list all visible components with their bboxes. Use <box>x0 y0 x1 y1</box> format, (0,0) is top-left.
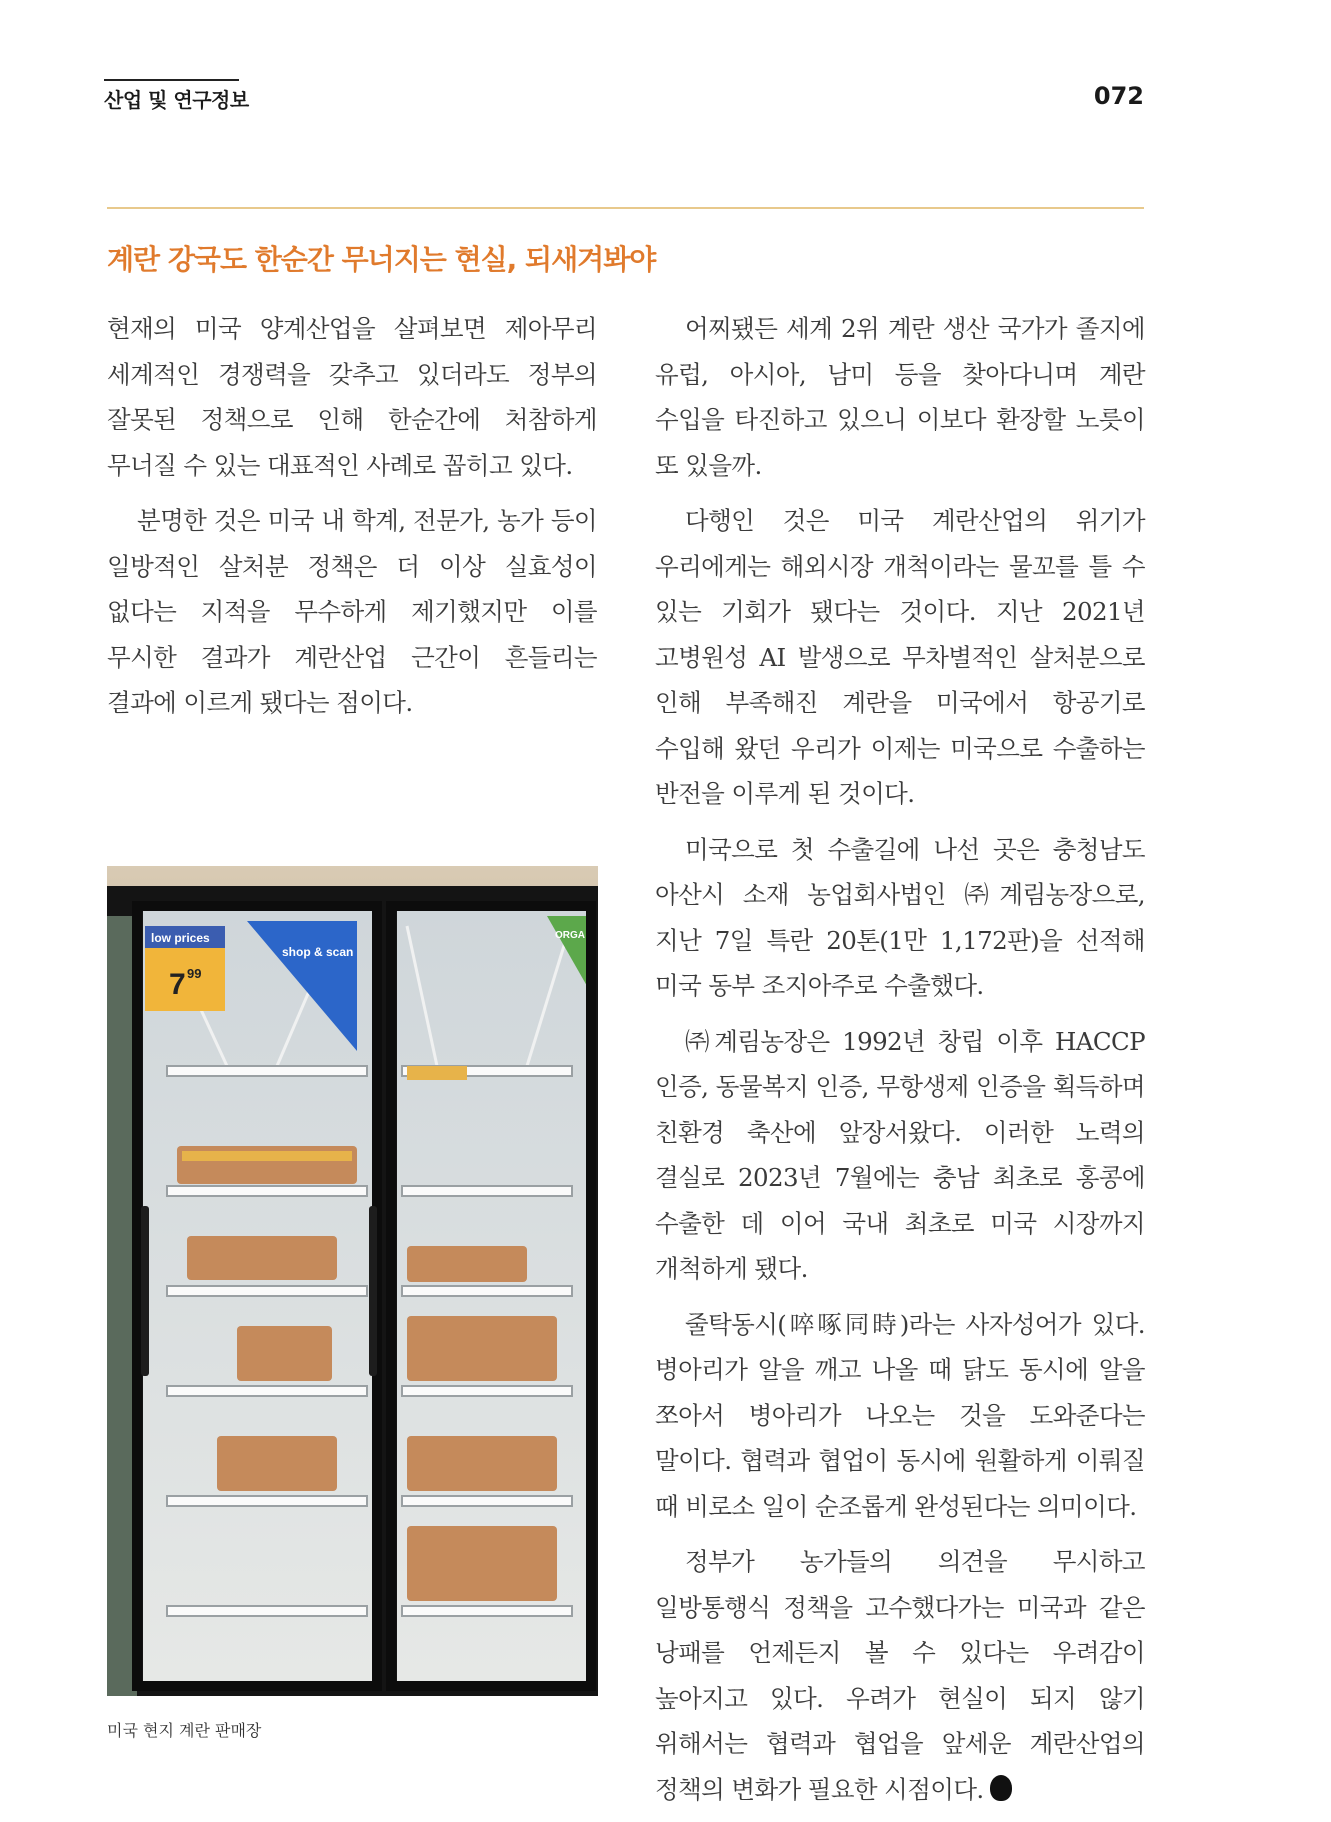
article-title: 계란 강국도 한순간 무너지는 현실, 되새겨봐야 <box>107 243 656 276</box>
paragraph-last <box>655 1539 1145 1812</box>
left-column <box>107 306 597 736</box>
sign-shop-scan: shop & scan <box>282 945 354 959</box>
header-rule <box>104 79 239 81</box>
store-egg-fridge-photo <box>107 866 598 1696</box>
sign-price-cents: 99 <box>187 966 202 981</box>
sign-price-main: 7 <box>169 968 186 1001</box>
sign-corner: ORGA <box>555 930 585 941</box>
paragraph: 다행인 것은 미국 계란산업의 위기가 우리에게는 해외시장 개척이라는 물꼬를 틀 수 있는 기회가 됐다는 것이다. 지난 2021년 고병원성 AI 발생으로 무차별적인 살처분으로 인해 부족해진 계란을 미국에서 항공기로 수입해 왔던 우리가 이제는 미국으로 수출하는 반전을 이루게 된 것이다. <box>655 506 1145 808</box>
paragraph: 어찌됐든 세계 2위 계란 생산 국가가 졸지에 유럽, 아시아, 남미 등을 찾아다니며 계란 수입을 타진하고 있으니 이보다 환장할 노릇이 또 있을까. <box>655 314 1145 480</box>
photo-caption: 미국 현지 계란 판매장 <box>107 1721 262 1740</box>
title-divider <box>107 207 1144 209</box>
right-door-handle <box>141 1206 149 1376</box>
page-number: 072 <box>1093 82 1144 110</box>
photo-illustration <box>107 866 598 1696</box>
section-label: 산업 및 연구정보 <box>104 88 249 112</box>
end-mark-icon <box>990 1775 1012 1801</box>
paragraph: 분명한 것은 미국 내 학계, 전문가, 농가 등이 일방적인 살처분 정책은 더 이상 실효성이 없다는 지적을 무수하게 제기했지만 이를 무시한 결과가 계란산업 근간이 흔들리는 결과에 이르게 됐다는 점이다. <box>107 506 597 717</box>
paragraph: 줄탁동시(啐啄同時)라는 사자성어가 있다. 병아리가 알을 깨고 나올 때 닭도 동시에 알을 쪼아서 병아리가 나오는 것을 도와준다는 말이다. 협력과 협업이 동시에 원활하게 이뤄질 때 비로소 일이 순조롭게 완성된다는 의미이다. <box>655 1309 1145 1521</box>
paragraph-text: 정부가 농가들의 의견을 무시하고 일방통행식 정책을 고수했다가는 미국과 같은 낭패를 언제든지 볼 수 있다는 우려감이 높아지고 있다. 우려가 현실이 되지 않기 위해서는 협력과 협업을 앞세운 계란산업의 정책의 변화가 필요한 시점이다. <box>655 1547 1145 1804</box>
sign-low-prices: low prices <box>151 931 210 945</box>
left-door-handle <box>369 1206 377 1376</box>
paragraph: 미국으로 첫 수출길에 나선 곳은 충청남도 아산시 소재 농업회사법인 ㈜계림농장으로, 지난 7일 특란 20톤(1만 1,172판)을 선적해 미국 동부 조지아주로 수출했다. <box>655 834 1145 1000</box>
paragraph: 현재의 미국 양계산업을 살펴보면 제아무리 세계적인 경쟁력을 갖추고 있더라도 정부의 잘못된 정책으로 인해 한순간에 처참하게 무너질 수 있는 대표적인 사례로 꼽히고 있다. <box>107 314 597 480</box>
right-column <box>655 306 1145 1822</box>
paragraph: ㈜계림농장은 1992년 창립 이후 HACCP 인증, 동물복지 인증, 무항생제 인증을 획득하며 친환경 축산에 앞장서왔다. 이러한 노력의 결실로 2023년 7월에는 충남 최초로 홍콩에 수출한 데 이어 국내 최초로 미국 시장까지 개척하게 됐다. <box>655 1026 1145 1283</box>
